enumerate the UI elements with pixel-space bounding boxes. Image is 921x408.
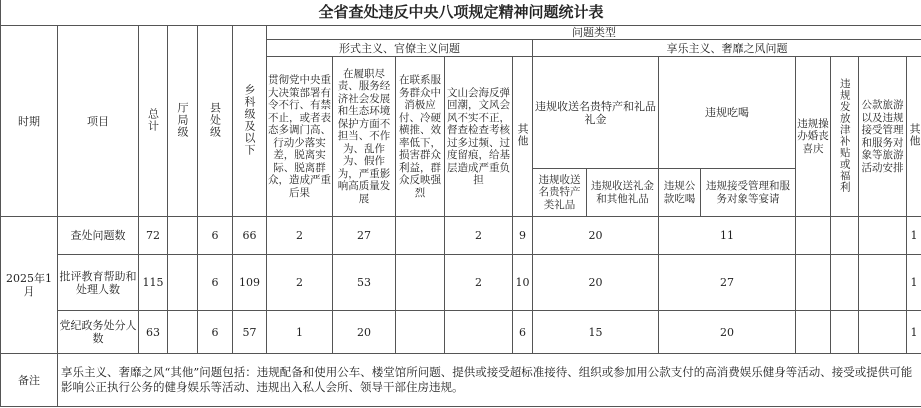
cell-county: 6 [198,217,233,255]
period-cell: 2025年1月 [1,217,58,354]
header-eat2: 违规接受管理和服务对象等宴请 [701,169,796,217]
header-eat-group: 违规吃喝 [659,57,796,169]
cell-travel [859,217,907,255]
header-county-level: 县处级 [198,26,233,217]
table-row [1,217,921,255]
cell-f3 [396,255,445,311]
cell-eat: 27 [659,255,796,311]
table-row [1,255,921,311]
cell-h-other: 1 [907,311,921,354]
cell-gift: 15 [533,311,659,354]
header-wedding: 违规操办婚丧喜庆 [796,57,831,217]
header-problem-type: 问题类型 [267,26,921,40]
cell-f1: 1 [267,311,333,354]
header-gift2: 违规收送礼金和其他礼品 [587,169,659,217]
header-item: 项目 [58,26,139,217]
cell-total: 63 [139,311,168,354]
cell-f-other: 9 [513,217,533,255]
header-f2: 在履职尽责、服务经济社会发展和生态环境保护方面不担当、不作为、乱作为、假作为，严重影响高质量发展 [333,57,396,217]
cell-f3 [396,311,445,354]
cell-h-other: 1 [907,255,921,311]
cell-f2: 27 [333,217,396,255]
cell-f-other: 6 [513,311,533,354]
cell-gift: 20 [533,255,659,311]
note-text: 享乐主义、奢靡之风“其他”问题包括：违规配备和使用公车、楼堂馆所问题、提供或接受超标准接待、组织或参加用公款支付的高消费娱乐健身等活动、接受或提供可能影响公正执行公务的健身娱乐等活动、违规出入私人会所、领导干部住房违规。 [58,354,921,407]
row-item: 查处问题数 [58,217,139,255]
cell-wedding [796,311,831,354]
cell-travel [859,255,907,311]
header-travel: 公款旅游以及违规接受管理和服务对象等旅游活动安排 [859,57,907,217]
note-row [1,354,921,407]
cell-f4: 2 [445,255,513,311]
cell-allowance [831,217,859,255]
cell-eat: 20 [659,311,796,354]
cell-eat: 11 [659,217,796,255]
header-formalism-group: 形式主义、官僚主义问题 [267,40,533,57]
cell-f1: 2 [267,217,333,255]
cell-f2: 53 [333,255,396,311]
header-eat1: 违规公款吃喝 [659,169,701,217]
cell-f-other: 10 [513,255,533,311]
cell-wedding [796,217,831,255]
cell-bureau [168,311,198,354]
note-label: 备注 [1,354,58,407]
cell-allowance [831,311,859,354]
cell-h-other: 1 [907,217,921,255]
cell-township: 109 [233,255,267,311]
cell-f2: 20 [333,311,396,354]
header-allowance: 违规发放津补贴或福利 [831,57,859,217]
cell-county: 6 [198,311,233,354]
cell-allowance [831,255,859,311]
row-item: 批评教育帮助和处理人数 [58,255,139,311]
cell-wedding [796,255,831,311]
row-item: 党纪政务处分人数 [58,311,139,354]
cell-bureau [168,255,198,311]
cell-f4 [445,311,513,354]
cell-gift: 20 [533,217,659,255]
header-total: 总计 [139,26,168,217]
header-f1: 贯彻党中央重大决策部署有令不行、有禁不止，或者表态多调门高、行动少落实差，脱离实际、脱离群众，造成严重后果 [267,57,333,217]
cell-township: 57 [233,311,267,354]
header-h-other: 其他 [907,57,921,217]
header-period: 时期 [1,26,58,217]
header-f-other: 其他 [513,57,533,217]
cell-total: 72 [139,217,168,255]
header-f4: 文山会海反弹回潮，文风会风不实不正，督查检查考核过多过频、过度留痕，给基层造成严重负担 [445,57,513,217]
header-f3: 在联系服务群众中消极应付、冷硬横推、效率低下，损害群众利益，群众反映强烈 [396,57,445,217]
cell-f3 [396,217,445,255]
table-row [1,311,921,354]
cell-township: 66 [233,217,267,255]
cell-county: 6 [198,255,233,311]
header-hedonism-group: 享乐主义、奢靡之风问题 [533,40,921,57]
table-title: 全省查处违反中央八项规定精神问题统计表 [1,0,921,26]
header-bureau-level: 厅局级 [168,26,198,217]
header-township-level: 乡科级及以下 [233,26,267,217]
cell-bureau [168,217,198,255]
header-gift-group: 违规收送名贵特产和礼品礼金 [533,57,659,169]
cell-f4: 2 [445,217,513,255]
cell-travel [859,311,907,354]
cell-total: 115 [139,255,168,311]
cell-f1: 2 [267,255,333,311]
header-gift1: 违规收送名贵特产类礼品 [533,169,587,217]
